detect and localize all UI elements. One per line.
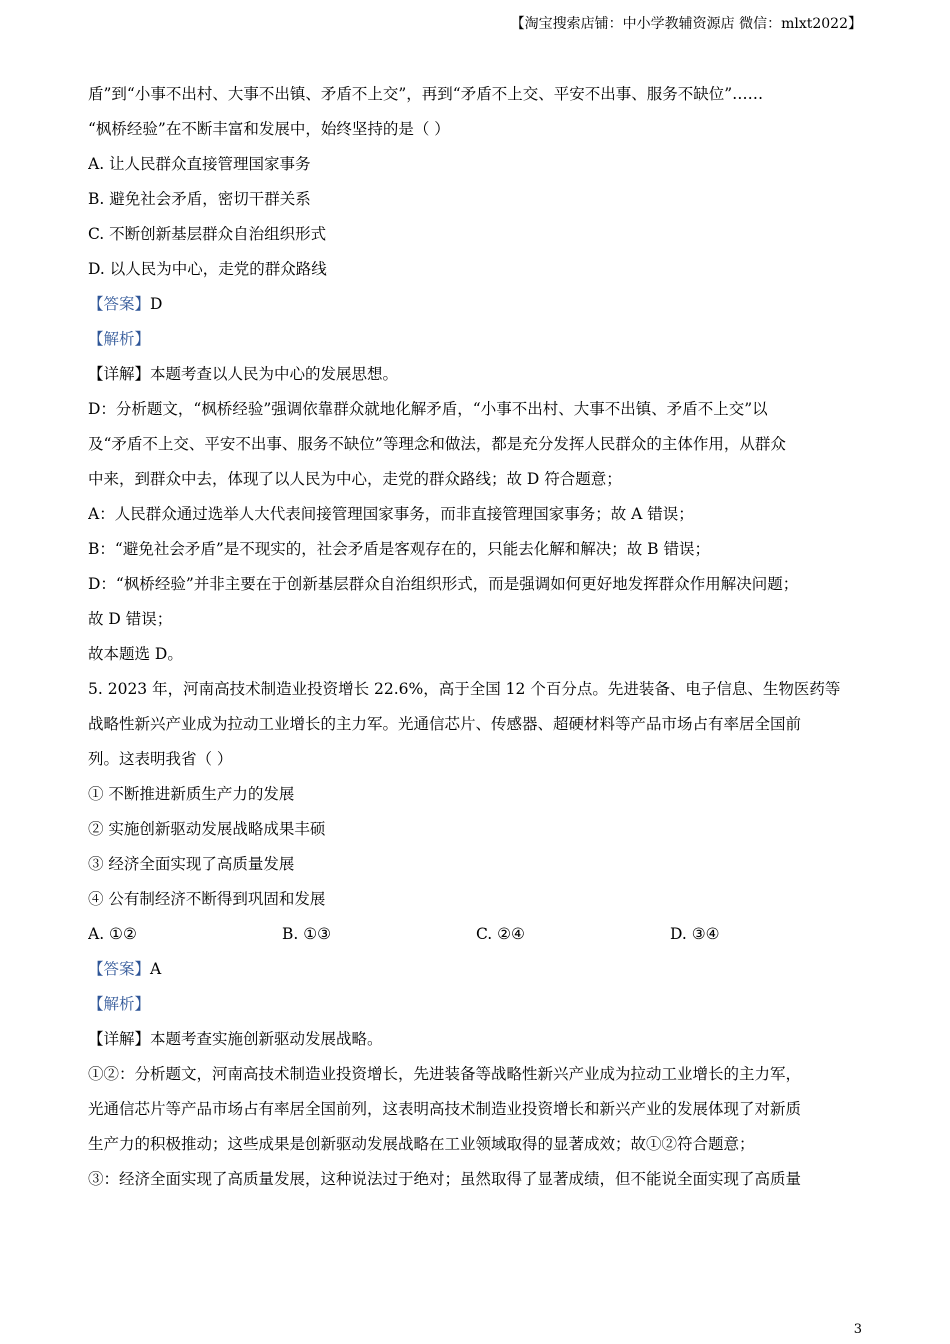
q5-stem-line-1: 5. 2023 年，河南高技术制造业投资增长 22.6%，高于全国 12 个百分点。先进装备、电子信息、生物医药等 [88,680,841,698]
q5-detail: 【详解】本题考查实施创新驱动发展战略。 [88,1030,383,1048]
q4-explanation-line-2: 及“矛盾不上交、平安不出事、服务不缺位”等理念和做法，都是充分发挥人民群众的主体作用，从群众 [88,435,786,453]
page-content [88,77,868,1197]
q5-explanation-line-1: ①②：分析题文，河南高技术制造业投资增长，先进装备等战略性新兴产业成为拉动工业增长的主力军， [88,1065,802,1083]
q5-choices [88,917,868,952]
q4-analysis-line [88,322,868,357]
q4-option-d: D. 以人民为中心，走党的群众路线 [88,260,327,278]
q4-answer-tag: 【答案】 [88,295,151,313]
q5-analysis-line [88,987,868,1022]
q5-item-3: ③ 经济全面实现了高质量发展 [88,855,295,873]
q4-option-b: B. 避免社会矛盾，密切干群关系 [88,190,311,208]
q4-explanation-line-6: D：“枫桥经验”并非主要在于创新基层群众自治组织形式，而是强调如何更好地发挥群众作用解决问题； [88,575,799,593]
q5-explanation-line-2: 光通信芯片等产品市场占有率居全国前列，这表明高技术制造业投资增长和新兴产业的发展体现了对新质 [88,1100,802,1118]
q5-item-4: ④ 公有制经济不断得到巩固和发展 [88,890,326,908]
q4-answer-value: D [150,295,163,313]
q5-stem-line-2: 战略性新兴产业成为拉动工业增长的主力军。光通信芯片、传感器、超硬材料等产品市场占有率居全国前 [88,715,802,733]
q4-stem-line-2: “枫桥经验”在不断丰富和发展中，始终坚持的是（ ） [88,120,450,138]
q5-choice-d: D. ③④ [670,925,720,943]
page-number: 3 [853,1322,862,1337]
q5-choice-c: C. ②④ [476,925,525,943]
q4-conclusion: 故本题选 D。 [88,645,183,663]
q5-explanation-line-3: 生产力的积极推动；这些成果是创新驱动发展战略在工业领域取得的显著成效；故①②符合题意； [88,1135,755,1153]
q4-option-c: C. 不断创新基层群众自治组织形式 [88,225,327,243]
q4-explanation-line-3: 中来，到群众中去，体现了以人民为中心，走党的群众路线；故 D 符合题意； [88,470,622,488]
q5-explanation-line-4: ③：经济全面实现了高质量发展，这种说法过于绝对；虽然取得了显著成绩，但不能说全面实现了高质量 [88,1170,802,1188]
q4-option-a: A. 让人民群众直接管理国家事务 [88,155,311,173]
q5-answer-tag: 【答案】 [88,960,151,978]
q5-item-2: ② 实施创新驱动发展战略成果丰硕 [88,820,326,838]
q4-explanation-line-7: 故 D 错误； [88,610,173,628]
q4-analysis-tag: 【解析】 [88,330,151,348]
page-header: 【淘宝搜索店铺：中小学教辅资源店 微信：mlxt2022】 [510,16,862,32]
q4-answer-line [88,287,868,322]
q4-explanation-line-5: B：“避免社会矛盾”是不现实的，社会矛盾是客观存在的，只能去化解和解决；故 B 错误； [88,540,710,558]
q5-answer-value: A [150,960,162,978]
q5-choice-b: B. ①③ [282,925,332,943]
q4-explanation-line-1: D：分析题文，“枫桥经验”强调依靠群众就地化解矛盾，“小事不出村、大事不出镇、矛盾不上交”以 [88,400,768,418]
q5-stem-line-3: 列。这表明我省（ ） [88,750,233,768]
q5-choice-a: A. ①② [88,925,137,943]
q4-explanation-line-4: A：人民群众通过选举人大代表间接管理国家事务，而非直接管理国家事务；故 A 错误； [88,505,694,523]
q4-stem-line-1: 盾”到“小事不出村、大事不出镇、矛盾不上交”，再到“矛盾不上交、平安不出事、服务不缺位”…… [88,85,764,103]
q5-item-1: ① 不断推进新质生产力的发展 [88,785,295,803]
q4-detail: 【详解】本题考查以人民为中心的发展思想。 [88,365,399,383]
q5-answer-line [88,952,868,987]
q5-analysis-tag: 【解析】 [88,995,151,1013]
